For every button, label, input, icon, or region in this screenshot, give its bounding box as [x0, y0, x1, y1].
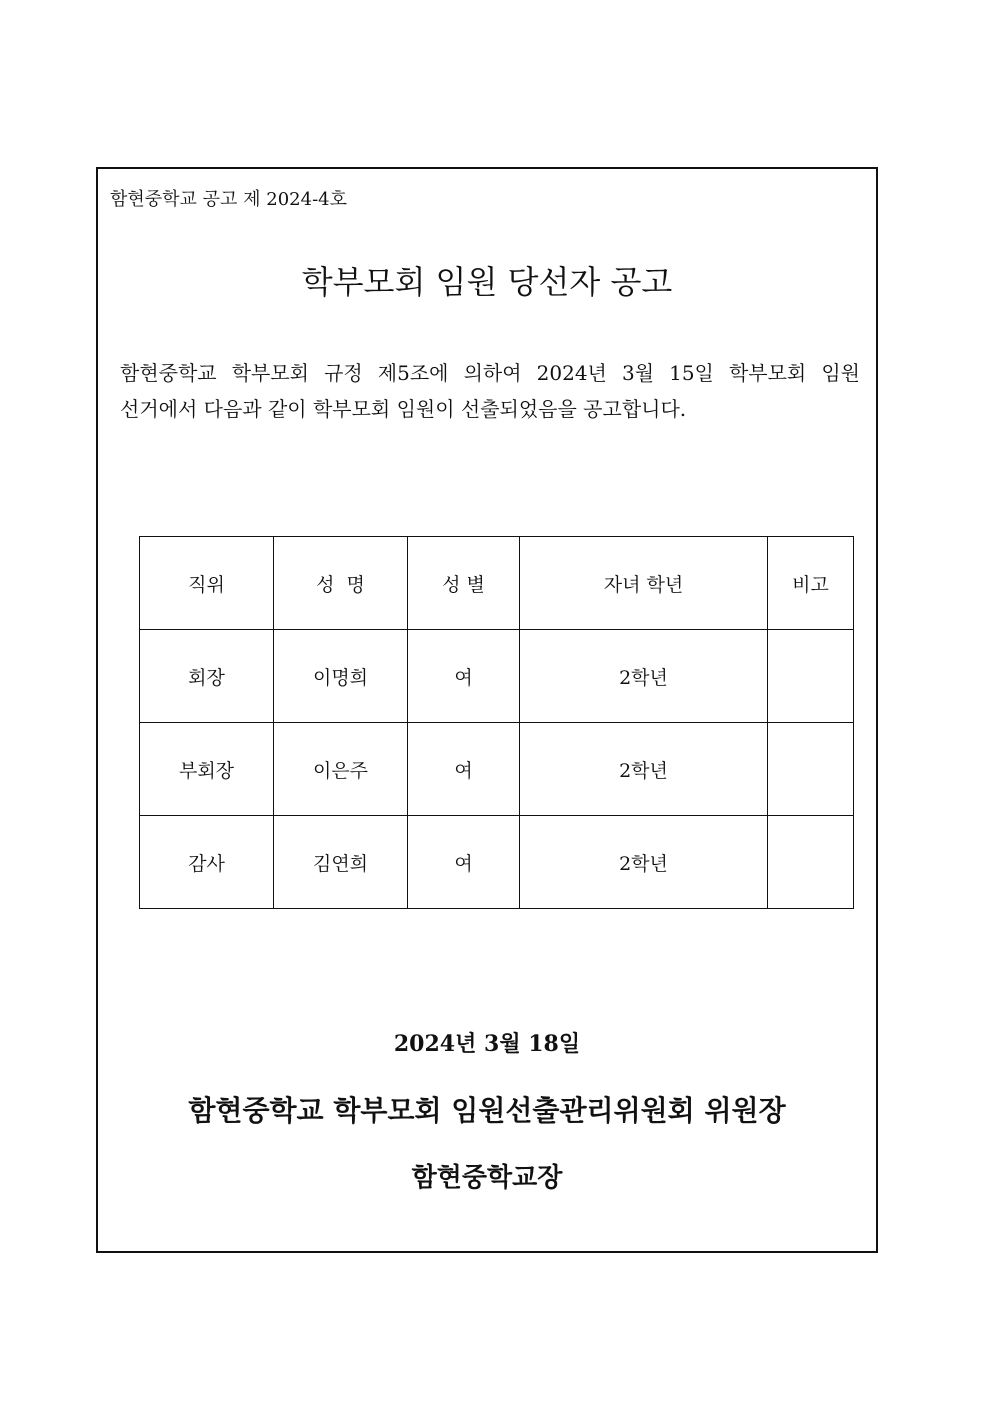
header-child-grade: 자녀 학년 — [520, 537, 768, 630]
cell-remarks — [768, 816, 854, 909]
cell-name: 이은주 — [274, 723, 408, 816]
cell-child-grade: 2학년 — [520, 816, 768, 909]
officer-table — [139, 536, 854, 909]
notice-date: 2024년 3월 18일 — [393, 1031, 581, 1057]
notice-body-line-2: 선거에서 다음과 같이 학부모회 임원이 선출되었음을 공고합니다. — [120, 397, 687, 421]
cell-child-grade: 2학년 — [520, 630, 768, 723]
cell-gender: 여 — [408, 816, 520, 909]
cell-remarks — [768, 723, 854, 816]
table-row — [140, 723, 854, 816]
cell-gender: 여 — [408, 630, 520, 723]
cell-gender: 여 — [408, 723, 520, 816]
header-name: 성 명 — [274, 537, 408, 630]
cell-name: 이명희 — [274, 630, 408, 723]
table-row — [140, 630, 854, 723]
notice-frame — [96, 167, 878, 1253]
committee-chair: 함현중학교 학부모회 임원선출관리위원회 위원장 — [188, 1094, 786, 1127]
cell-position: 회장 — [140, 630, 274, 723]
table-header-row — [140, 537, 854, 630]
cell-child-grade: 2학년 — [520, 723, 768, 816]
header-gender: 성 별 — [408, 537, 520, 630]
cell-remarks — [768, 630, 854, 723]
school-principal: 함현중학교장 — [411, 1163, 563, 1193]
notice-body — [120, 355, 860, 427]
cell-position: 감사 — [140, 816, 274, 909]
notice-number: 함현중학교 공고 제 2024-4호 — [110, 189, 347, 210]
header-position: 직위 — [140, 537, 274, 630]
document-title: 학부모회 임원 당선자 공고 — [301, 263, 673, 301]
cell-position: 부회장 — [140, 723, 274, 816]
table-row — [140, 816, 854, 909]
header-remarks: 비고 — [768, 537, 854, 630]
cell-name: 김연희 — [274, 816, 408, 909]
notice-body-line-1: 함현중학교 학부모회 규정 제5조에 의하여 2024년 3월 15일 학부모회 임원 — [120, 361, 860, 385]
